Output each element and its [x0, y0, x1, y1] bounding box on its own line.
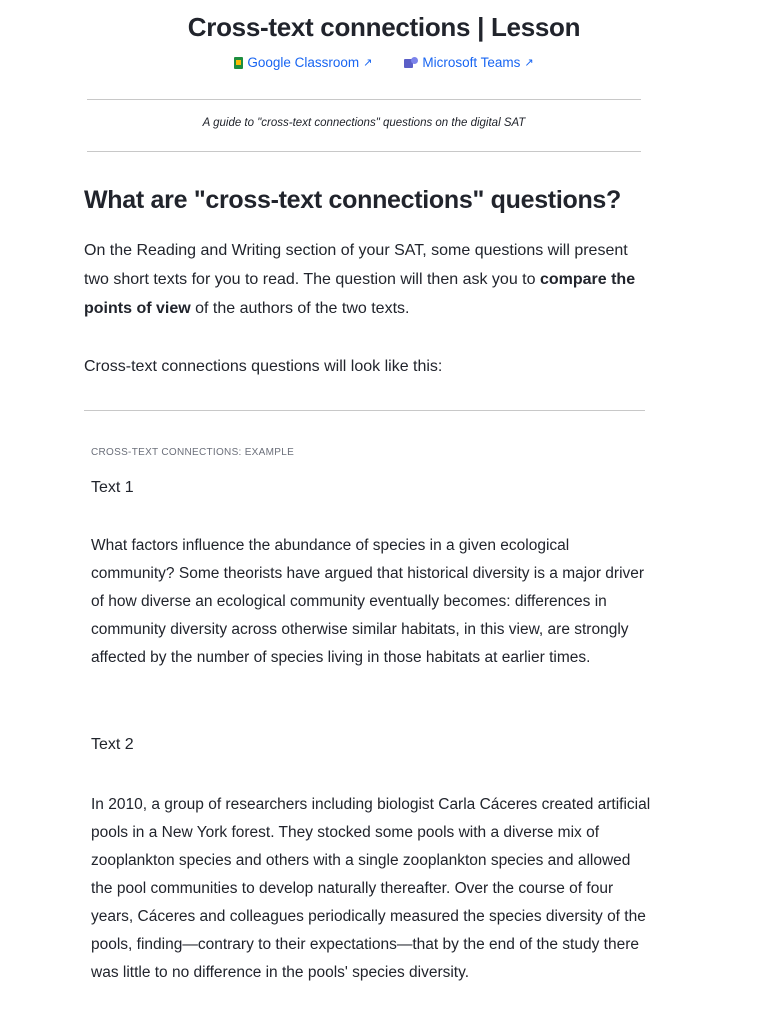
text2-passage: In 2010, a group of researchers including biologist Carla Cáceres created artificial pools in a New York forest. They stocked some pools with a diverse mix of zooplankton species and others with a single zooplankton species and allowed the pool communities to develop naturally thereafter. Over the course of four years, Cáceres and colleagues periodically measured the species diversity of the pools, finding—contrary to their expectations—that by the end of the study there was little to no difference in the pools' species diversity. — [91, 796, 651, 981]
microsoft-teams-link[interactable] — [404, 55, 533, 70]
divider — [87, 151, 641, 152]
text1-passage: What factors influence the abundance of species in a given ecological community? Some theorists have argued that historical diversity is a major driver of how diverse an ecological community eventually becomes: differences in community diversity across otherwise similar habitats, in this view, are strongly affected by the number of species living in those habitats at earlier times. — [91, 537, 645, 666]
divider — [84, 410, 645, 411]
text1-heading: Text 1 — [91, 479, 134, 496]
intro-emphasis: compare the points of view — [84, 271, 636, 317]
divider — [87, 99, 641, 100]
intro-text-end: of the authors of the two texts. — [190, 300, 410, 317]
google-classroom-label: Google Classroom — [247, 55, 360, 70]
lesson-subtitle: A guide to "cross-text connections" questions on the digital SAT — [202, 117, 526, 129]
section-heading: What are "cross-text connections" questions? — [84, 186, 621, 214]
microsoft-teams-label: Microsoft Teams — [422, 55, 521, 70]
external-link-icon: ↗ — [524, 57, 534, 69]
page-title: Cross-text connections | Lesson — [187, 12, 581, 42]
intro-paragraph — [84, 236, 654, 323]
external-link-icon: ↗ — [363, 57, 373, 69]
microsoft-teams-icon — [404, 57, 418, 69]
example-intro: Cross-text connections questions will look like this: — [84, 358, 443, 375]
intro-text: On the Reading and Writing section of your SAT, some questions will present two short texts for you to read. The question will then ask you to — [84, 242, 628, 288]
text2-heading: Text 2 — [91, 736, 134, 753]
google-classroom-link[interactable] — [234, 55, 372, 70]
share-links — [0, 55, 768, 70]
google-classroom-icon — [234, 57, 243, 69]
example-label: CROSS-TEXT CONNECTIONS: EXAMPLE — [91, 447, 295, 458]
